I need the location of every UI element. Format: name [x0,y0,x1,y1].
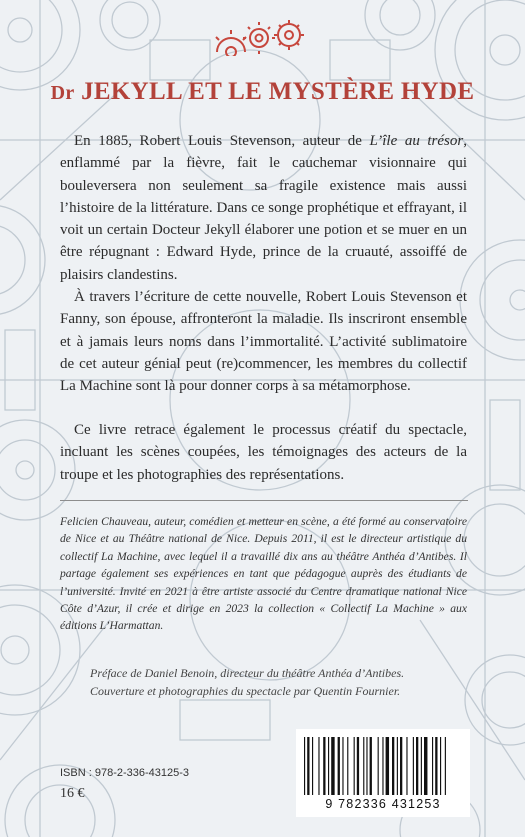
barcode-bar [440,737,441,795]
p1-book-title: L’île au trésor [369,133,464,149]
author-bio-text: , auteur, comédien et metteur en scène, a été formé au conservatoire de Nice et au Théâtre national de Nice. Depuis 2011, il est le directeur artistique du collectif La Machine, avec lequel il a travaillé dix ans au théâtre Anthéa d’Antibes. Il partage également ses expériences en tant que pédagogue auprès des étudiants de l’université. Invité en 2021 à être artiste associé du Centre dramatique national Nice Côte d’Azur, il crée et dirige en 2023 la collection « Collectif La Machine » aux éditions L’Harmattan. [60,515,467,633]
barcode-bar [354,737,355,795]
summary-paragraph-1 [60,130,467,286]
credits [90,664,470,700]
barcode-bar [421,737,422,795]
barcode-bar [342,737,343,795]
p1-text-after: , enflammé par la fièvre, fait le cauchemar visionnaire qui bouleversera non seulement sa fragile existence mais aussi l’histoire de la littérature. Dans ce songe prophétique et effrayant, il voit un certain Docteur Jekyll élaborer une potion et se muer en un être répugnant : Edward Hyde, prince de la cruauté, assoiffé de plaisirs clandestins. [60,133,467,283]
author-name: Felicien Chauveau [60,515,149,528]
preface-credit: Préface de Daniel Benoin, directeur du théâtre Anthéa d’Antibes. [90,666,405,680]
barcode-bar [323,737,325,795]
barcode-digits: 9 782336 431253 [325,797,441,811]
barcode-bar [378,737,379,795]
barcode-bar [413,737,414,795]
barcode-bar [397,737,398,795]
title-main: JEKYLL ET LE MYSTÈRE HYDE [81,78,475,105]
price: 16 € [60,786,85,801]
summary-paragraph-2: À travers l’écriture de cette nouvelle, Robert Louis Stevenson et Fanny, son épouse, affronteront la maladie. Ils inscriront ensemble et à jamais leurs noms dans l’immortalité. L’activité sublimatoire de cet auteur génial peut (re)commencer, les membres du collectif La Machine sont là pour donner corps à sa métamorphose. [60,289,467,395]
barcode-bar [338,737,340,795]
isbn: ISBN : 978-2-336-43125-3 [60,767,190,779]
barcode-bar [328,737,329,795]
barcode-bar [312,737,313,795]
barcode-bars [302,737,464,795]
cover-credit: Couverture et photographies du spectacle par Quentin Fournier. [90,684,401,698]
barcode-bar [370,737,372,795]
barcode-bar [392,737,394,795]
barcode-bar [347,737,348,795]
p1-text-before: En 1885, Robert Louis Stevenson, auteur de [74,133,370,149]
barcode-bar [304,737,305,795]
barcode-bar [416,737,418,795]
barcode-bar [400,737,402,795]
summary-paragraph-3: Ce livre retrace également le processus créatif du spectacle, incluant les scènes coupées, les témoignages des acteurs de la troupe et les photographies des représentations. [60,422,467,483]
barcode-bar [363,737,364,795]
book-title [0,78,525,106]
barcode-bar [366,737,367,795]
barcode-bar [445,737,446,795]
barcode [296,729,470,817]
barcode-bar [435,737,437,795]
barcode-bar [382,737,383,795]
barcode-bar [386,737,389,795]
divider [60,500,468,501]
barcode-bar [424,737,427,795]
title-prefix: Dr [50,82,75,104]
author-bio [60,513,467,635]
gears-icon [213,18,311,56]
barcode-bar [406,737,407,795]
barcode-bar [357,737,359,795]
barcode-bar [432,737,433,795]
barcode-bar [318,737,319,795]
barcode-bar [307,737,309,795]
barcode-bar [331,737,334,795]
